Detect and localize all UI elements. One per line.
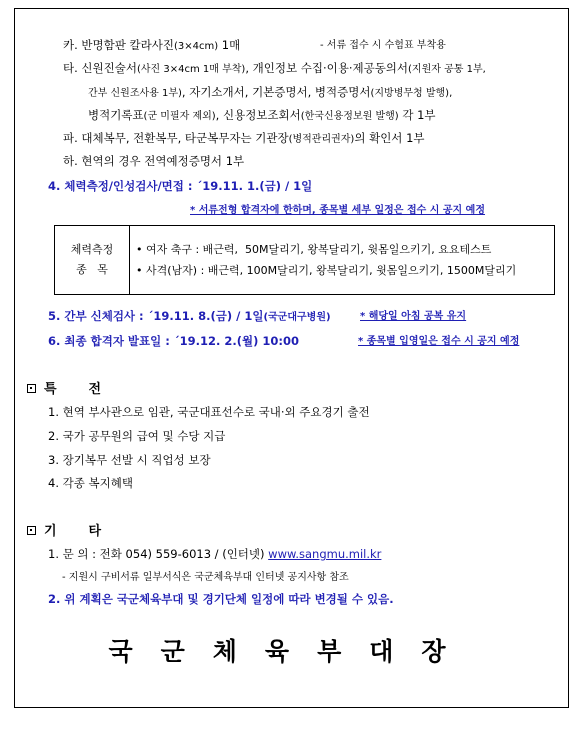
item-pa-text: 파. 대체복무, 전환복무, 타군복무자는 기관장: [63, 131, 289, 145]
item-ta-officer-note: 간부 신원조사용 1부): [88, 88, 182, 99]
item-ta-photo-note: (사진 3×4cm 1매 부착): [136, 64, 246, 75]
fitness-table: [54, 225, 555, 295]
item-ta-line3: [88, 107, 436, 125]
item-ta-record-note: (군 미필자 제외): [143, 111, 216, 122]
fitness-table-body: [130, 226, 555, 295]
item-ta-credit-issuer: (한국신용정보원 발행): [300, 111, 399, 122]
schedule-change-notice: 2. 위 계획은 국군체육부대 및 경기단체 일정에 따라 변경될 수 있음.: [48, 592, 394, 606]
step6-note: * 종목별 입영일은 접수 시 공지 예정: [358, 336, 520, 347]
item-ka-size: (3×4cm): [173, 41, 219, 52]
issuer-title: 국군체육부대장: [108, 637, 474, 666]
contact-text: 1. 문 의 : 전화 054) 559-6013 / (인터넷): [48, 547, 269, 561]
step5-label: [48, 308, 331, 326]
item-ta-count: 각 1부: [398, 108, 436, 122]
item-ta-line2: [88, 84, 452, 102]
etc-title: 기타: [44, 524, 134, 539]
fitness-head-line2: 종 목: [76, 263, 108, 276]
item-ta-line1: [63, 60, 486, 78]
benefit-item: 2. 국가 공무원의 급여 및 수당 지급: [48, 429, 226, 443]
step5-note: * 해당일 아침 공복 유지: [360, 311, 467, 322]
benefit-item: 1. 현역 부사관으로 임관, 국군대표선수로 국내·외 주요경기 출전: [48, 405, 370, 419]
item-pa-end: 의 확인서 1부: [354, 131, 425, 145]
contact-line: [48, 546, 381, 562]
fitness-row-women-soccer: • 여자 축구 : 배근력, 50M달리기, 왕복달리기, 윗몸일으키기, 요요테스트: [136, 243, 492, 256]
contact-note: - 지원시 구비서류 일부서식은 국군체육부대 인터넷 공지사항 참조: [62, 572, 349, 583]
item-ka: [63, 37, 240, 55]
item-ha: 하. 현역의 경우 전역예정증명서 1부: [63, 154, 245, 168]
item-ta-text: 타. 신원진술서: [63, 61, 137, 75]
item-ka-note: - 서류 접수 시 수험표 부착용: [320, 40, 446, 51]
square-bullet-icon: [27, 384, 36, 393]
item-ka-text: 카. 반명함판 칼라사진: [63, 38, 174, 52]
step5-text: 5. 간부 신체검사 : ´19.11. 8.(금) / 1일: [48, 309, 264, 323]
benefit-item: 4. 각종 복지혜택: [48, 476, 133, 490]
item-ta-common-note: (지원자 공통 1부,: [408, 64, 486, 75]
item-ta-consent: , 개인정보 수집·이용·제공동의서: [245, 61, 409, 75]
fitness-row-shooting: • 사격(남자) : 배근력, 100M달리기, 왕복달리기, 윗몸일으키기, 1500M달리기: [136, 264, 517, 277]
step4-label: 4. 체력측정/인성검사/면접 : ´19.11. 1.(금) / 1일: [48, 179, 313, 193]
step4-note: * 서류전형 합격자에 한하며, 종목별 세부 일정은 접수 시 공지 예정: [190, 205, 486, 216]
step6-label: 6. 최종 합격자 발표일 : ´19.12. 2.(월) 10:00: [48, 334, 299, 348]
etc-heading: [27, 520, 133, 539]
item-ka-count: 1매: [221, 38, 241, 52]
item-ta-docs: , 자기소개서, 기본증명서, 병적증명서: [181, 85, 371, 99]
item-ta-issuer: (지방병무청 발행),: [370, 88, 453, 99]
fitness-head-line1: 체력측정: [70, 243, 114, 256]
benefits-title: 특전: [44, 382, 134, 397]
step5-hospital: (국군대구병원): [263, 312, 331, 323]
item-pa-note: (병적관리권자): [288, 134, 355, 145]
item-ta-credit: , 신용정보조회서: [215, 108, 301, 122]
item-ta-record: 병적기록표: [88, 108, 144, 122]
benefit-item: 3. 장기복무 선발 시 직업성 보장: [48, 453, 211, 467]
square-bullet-icon: [27, 526, 36, 535]
item-pa: [63, 130, 425, 148]
benefits-heading: [27, 378, 133, 397]
website-link[interactable]: www.sangmu.mil.kr: [268, 547, 382, 561]
fitness-table-head: [55, 226, 130, 295]
